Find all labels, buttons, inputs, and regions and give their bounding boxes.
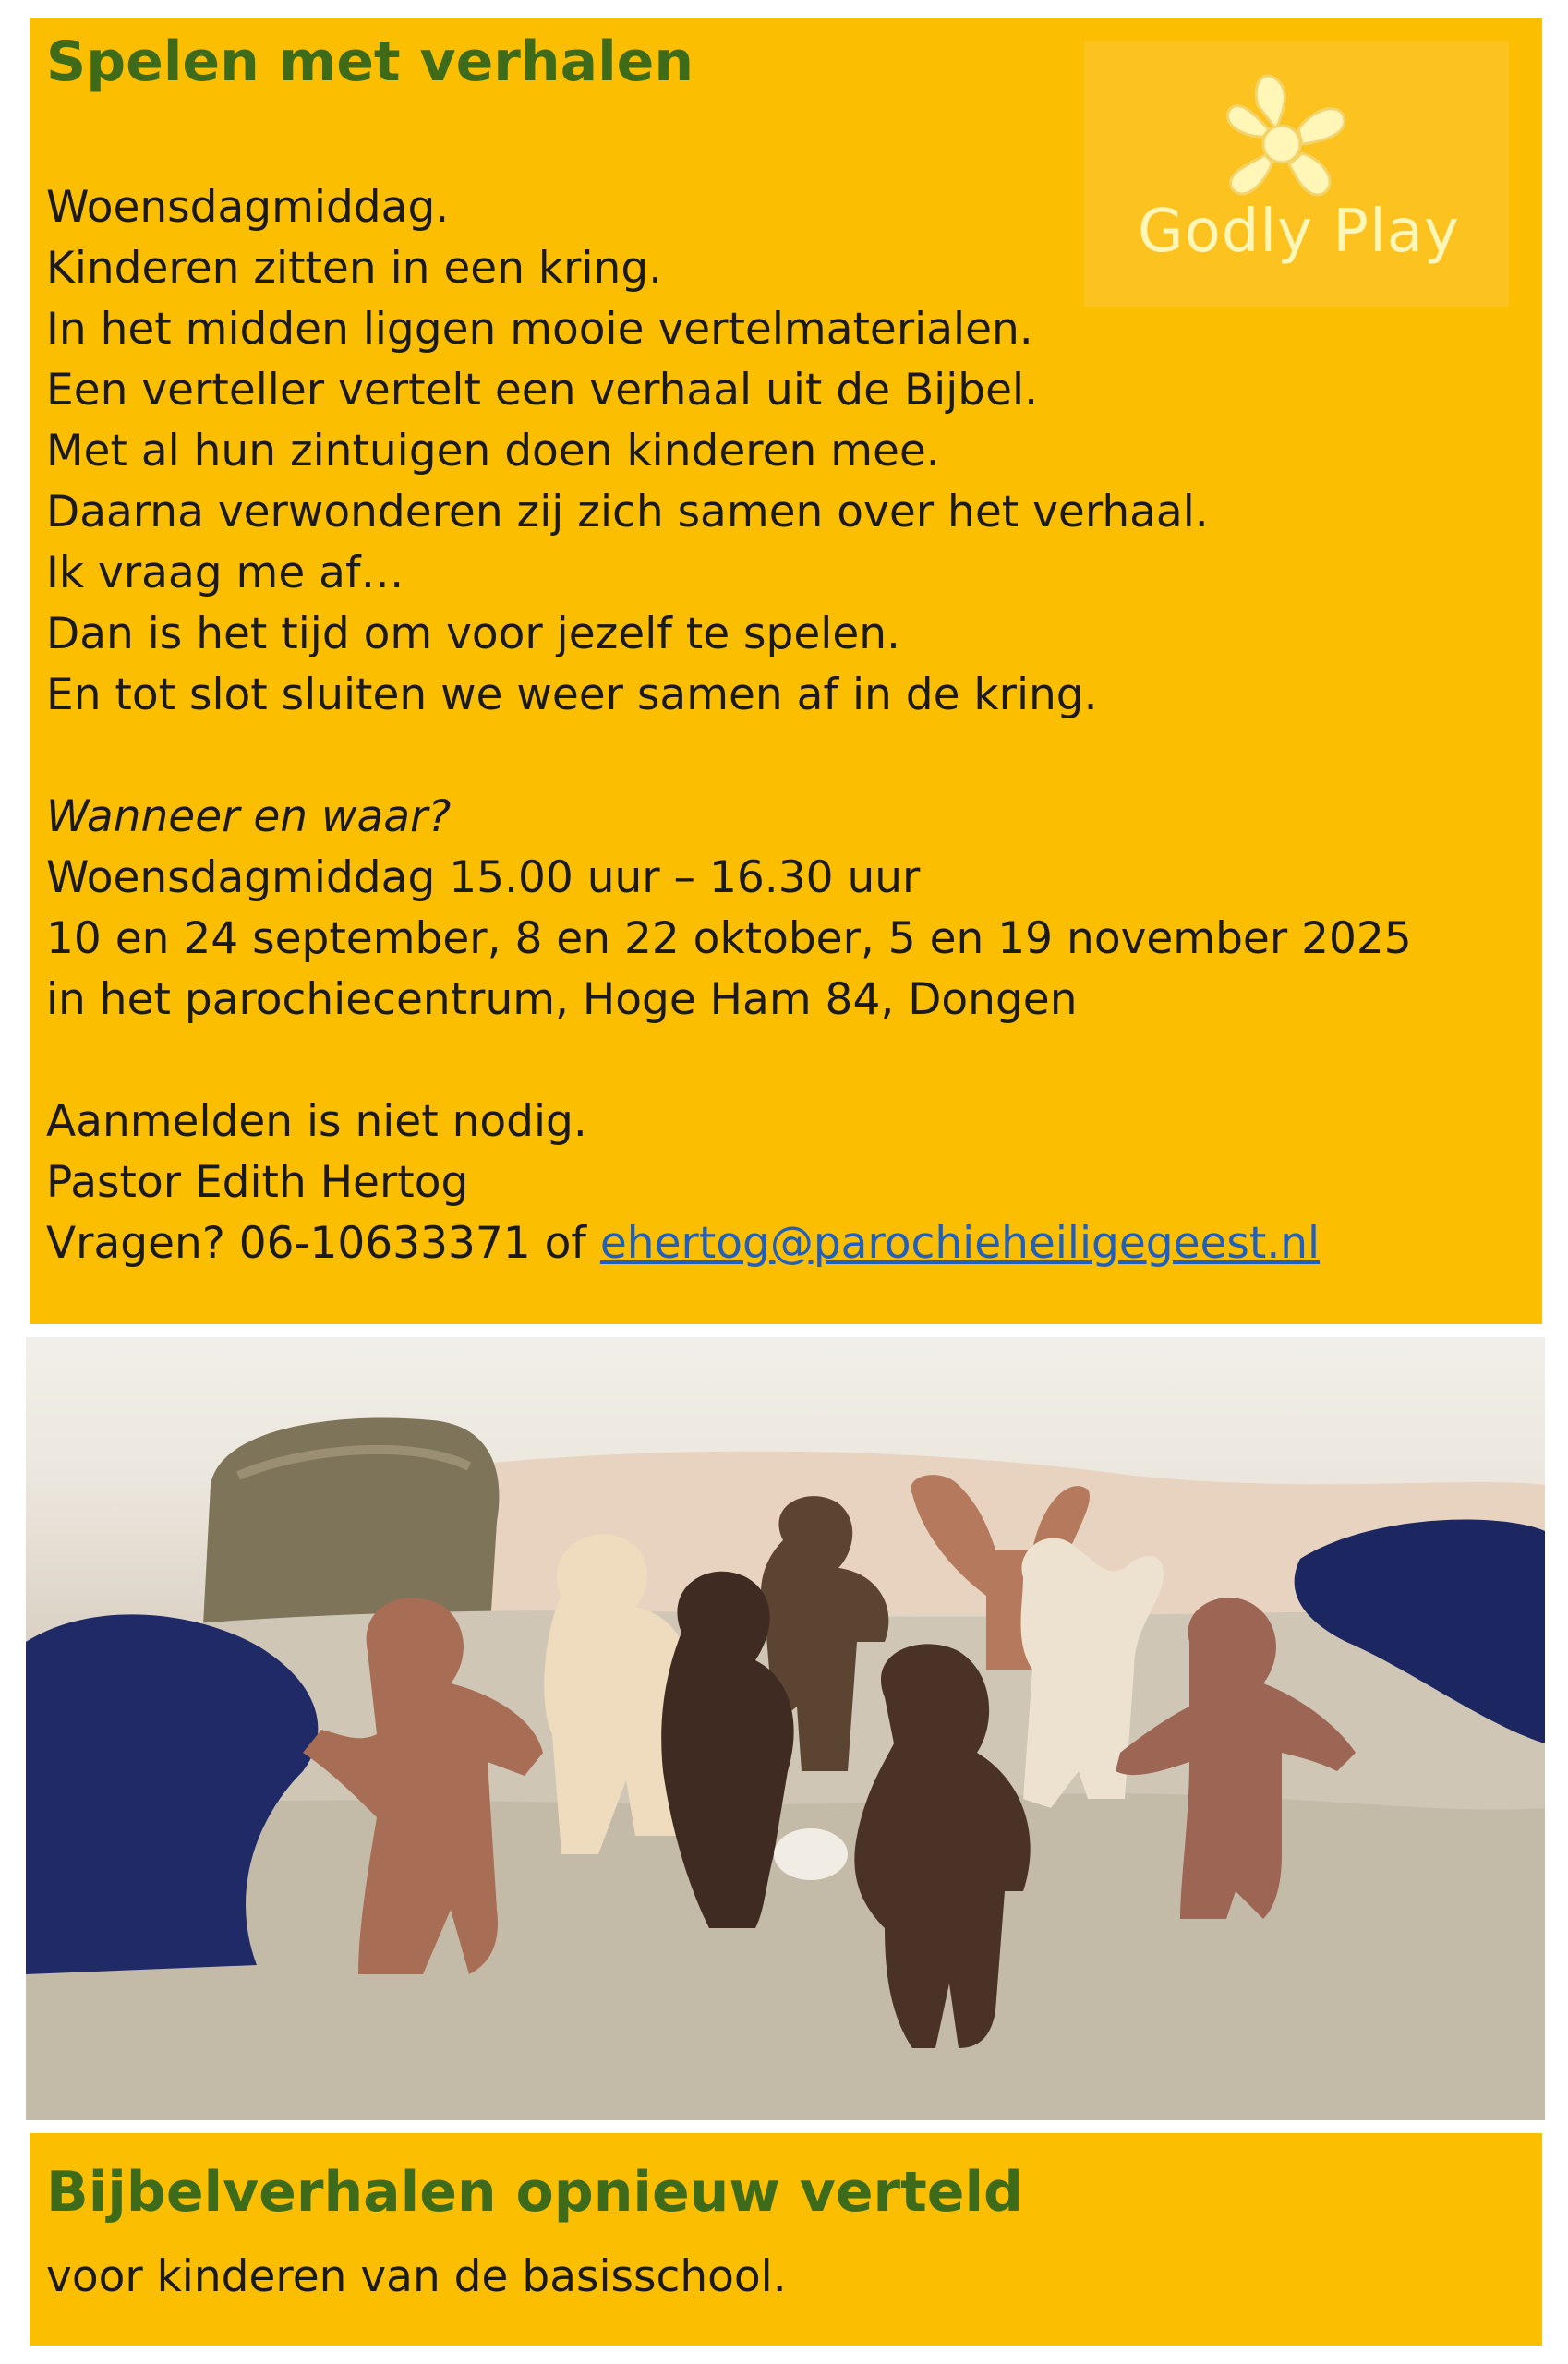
- intro-line: En tot slot sluiten we weer samen af in de kring.: [46, 669, 1098, 720]
- spacer: [46, 726, 1412, 787]
- email-link[interactable]: ehertog@parochieheiligegeest.nl: [599, 1218, 1321, 1269]
- signup-note: Aanmelden is niet nodig.: [46, 1096, 587, 1147]
- questions-line: [46, 1213, 1412, 1274]
- intro-line: Met al hun zintuigen doen kinderen mee.: [46, 426, 940, 476]
- intro-line: Een verteller vertelt een verhaal uit de Bijbel.: [46, 365, 1039, 416]
- event-location: in het parochiecentrum, Hoge Ham 84, Dongen: [46, 974, 1078, 1025]
- event-dates: 10 en 24 september, 8 en 22 oktober, 5 en 19 november 2025: [46, 913, 1412, 964]
- phone-text: Vragen? 06-10633371 of: [46, 1218, 600, 1269]
- intro-line: Dan is het tijd om voor jezelf te spelen.: [46, 609, 900, 659]
- logo-text: Godly Play: [1138, 198, 1460, 266]
- footer-panel: [30, 2133, 1542, 2346]
- info-panel: [30, 18, 1542, 1324]
- pastor-name: Pastor Edith Hertog: [46, 1157, 469, 1208]
- intro-line: Kinderen zitten in een kring.: [46, 243, 663, 294]
- intro-line: Daarna verwonderen zij zich samen over het verhaal.: [46, 487, 1209, 537]
- photo-illustration: [26, 1337, 1545, 2120]
- page-title: Spelen met verhalen: [46, 30, 694, 94]
- event-time: Woensdagmiddag 15.00 uur – 16.30 uur: [46, 852, 921, 903]
- footer-title: Bijbelverhalen opnieuw verteld: [46, 2160, 1023, 2225]
- intro-line: In het midden liggen mooie vertelmaterialen.: [46, 304, 1033, 355]
- body-text: [46, 177, 1412, 1274]
- wooden-figures-photo: [26, 1337, 1545, 2120]
- spacer: [46, 1031, 1412, 1092]
- intro-line: Woensdagmiddag.: [46, 182, 450, 233]
- when-where-heading: Wanneer en waar?: [46, 791, 452, 842]
- intro-line: Ik vraag me af…: [46, 548, 404, 598]
- footer-subtitle: voor kinderen van de basisschool.: [46, 2251, 787, 2302]
